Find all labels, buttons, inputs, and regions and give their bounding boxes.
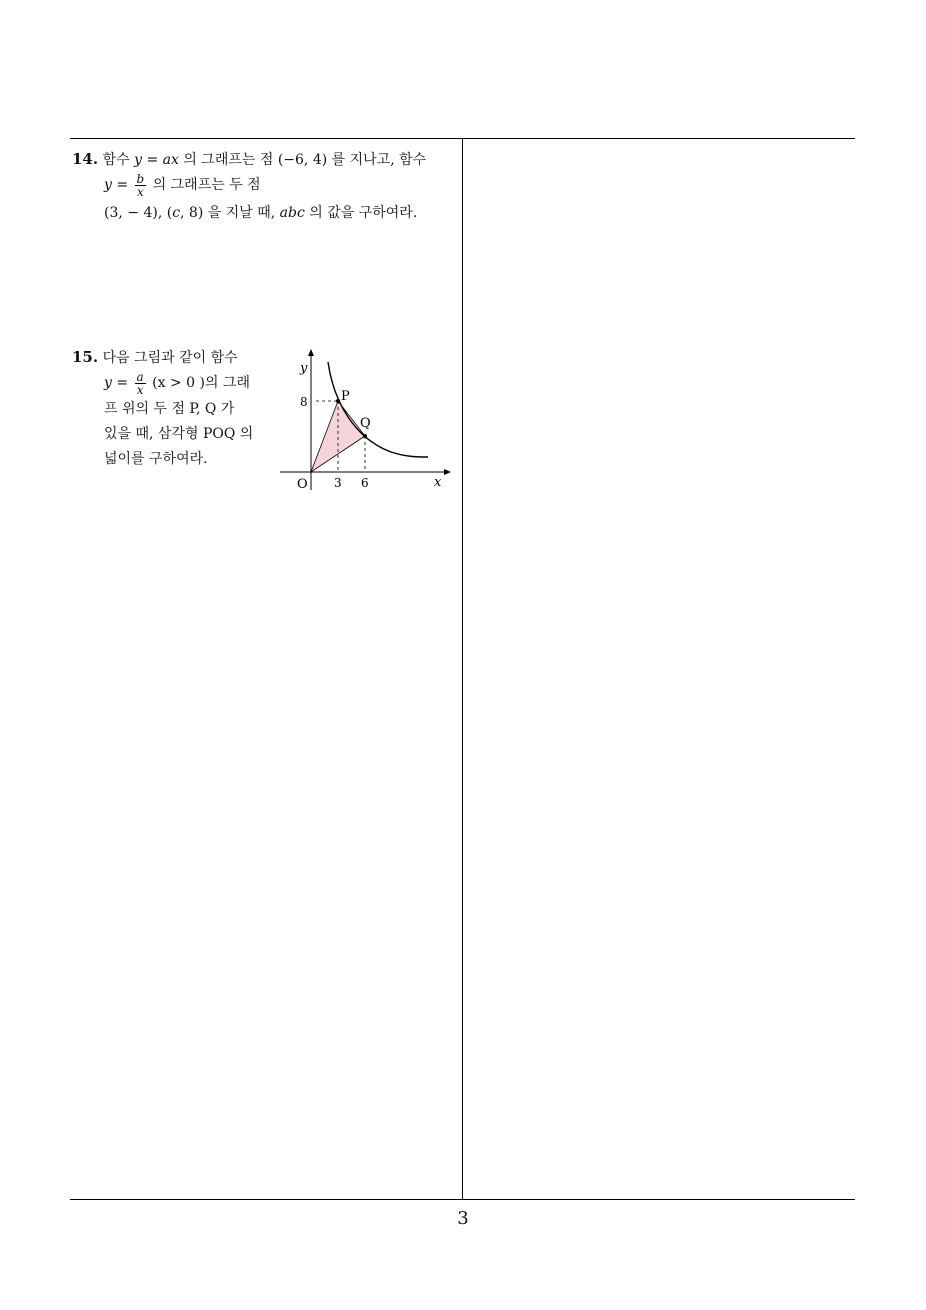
problem-14-line-3: (3, − 4), (c, 8) 을 지날 때, abc 의 값을 구하여라. — [104, 205, 418, 221]
bottom-rule — [70, 1199, 855, 1200]
graph-figure — [276, 344, 456, 494]
problem-15-line-3: 프 위의 두 점 P, Q 가 — [104, 401, 235, 417]
point-Q — [363, 434, 367, 438]
y-axis-label: y — [300, 361, 308, 376]
page-number: 3 — [457, 1208, 469, 1229]
problem-15-line-4: 있을 때, 삼각형 POQ 의 — [104, 426, 254, 442]
x-axis-label: x — [434, 475, 442, 490]
fraction-a-over-x: $\frac{a}{x}$ — [136, 369, 144, 397]
problem-15 — [72, 344, 272, 484]
column-divider — [462, 138, 463, 1200]
x-tick-6: 6 — [361, 476, 369, 490]
problem-14-line-2: y = $\frac{b}{x}$ 의 그래프는 두 점 — [104, 171, 261, 199]
x-tick-3: 3 — [334, 476, 342, 490]
problem-15-line-2: y = $\frac{a}{x}$ (x > 0 )의 그래 — [104, 369, 250, 397]
problem-15-line-5: 넓이를 구하여라. — [104, 451, 208, 467]
point-P — [336, 399, 340, 403]
point-P-label: P — [341, 389, 350, 404]
problem-15-line-1: 15. 다음 그림과 같이 함수 — [72, 348, 238, 366]
y-tick-8: 8 — [300, 395, 308, 409]
fraction-b-over-x: $\frac{b}{x}$ — [136, 171, 145, 199]
origin-label: O — [297, 477, 308, 492]
problem-number: 15. — [72, 348, 99, 366]
point-Q-label: Q — [360, 416, 371, 431]
problem-14-line-1: 14. 함수 y = ax 의 그래프는 점 (−6, 4) 를 지나고, 함수 — [72, 150, 427, 168]
problem-14 — [72, 146, 462, 236]
problem-number: 14. — [72, 150, 99, 168]
